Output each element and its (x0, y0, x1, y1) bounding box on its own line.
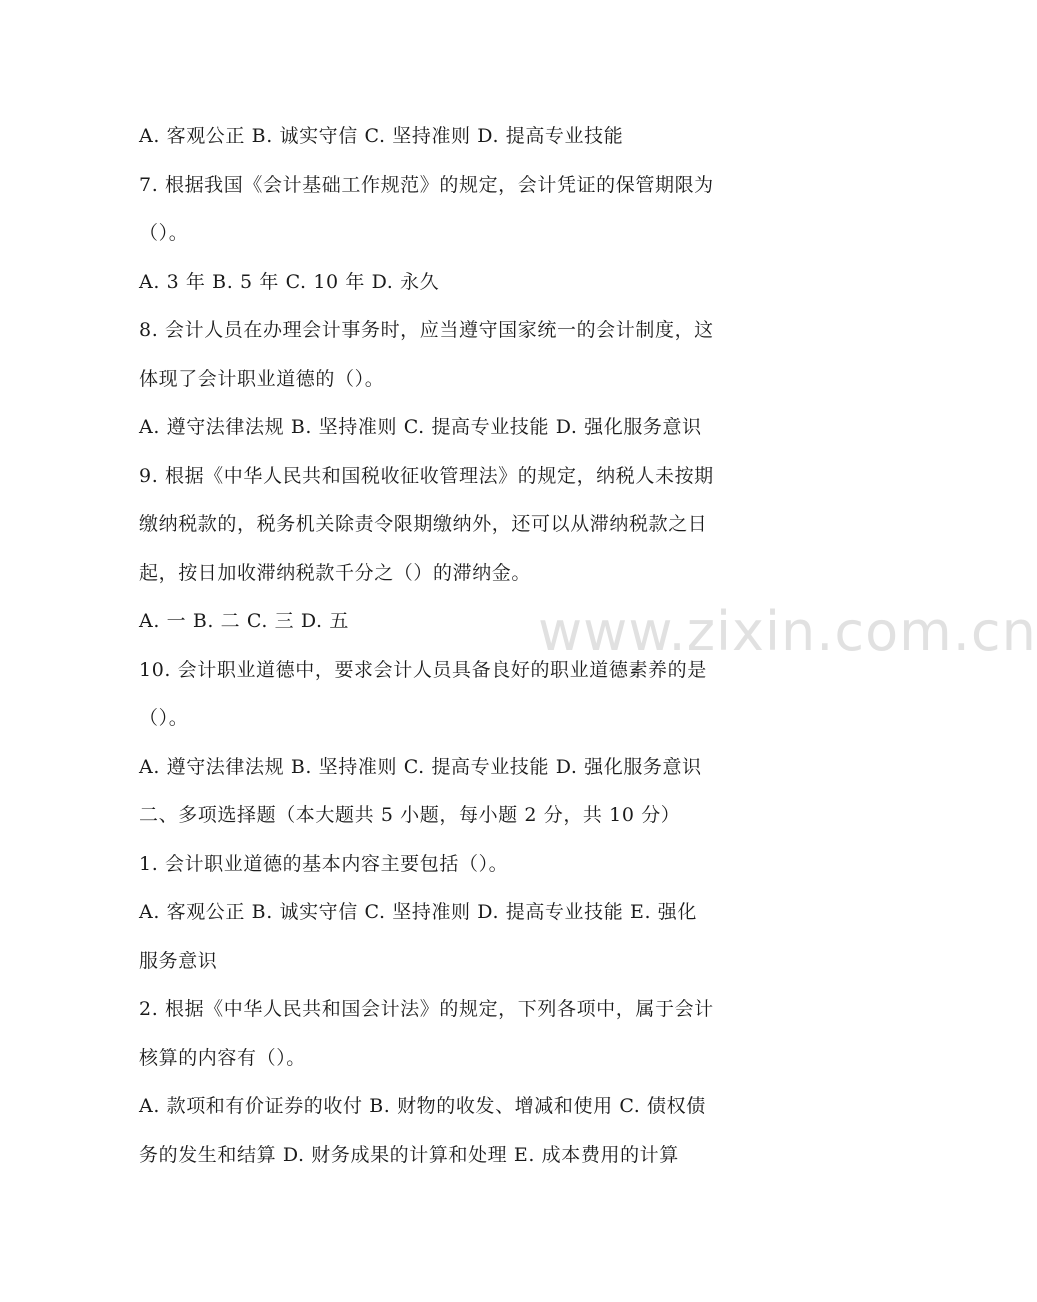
text-line: （）。 (139, 707, 189, 729)
text-line: 9. 根据《中华人民共和国税收征收管理法》的规定，纳税人未按期 (139, 464, 714, 487)
text-line: 缴纳税款的，税务机关除责令限期缴纳外，还可以从滞纳税款之日 (139, 513, 708, 535)
text-line: （）。 (139, 222, 189, 244)
text-line: 7. 根据我国《会计基础工作规范》的规定，会计凭证的保管期限为 (139, 173, 714, 196)
text-line: A. 款项和有价证券的收付 B. 财物的收发、增减和使用 C. 债权债 (139, 1095, 706, 1117)
text-line: A. 客观公正 B. 诚实守信 C. 坚持准则 D. 提高专业技能 (139, 125, 624, 147)
section-heading: 二、多项选择题（本大题共 5 小题，每小题 2 分，共 10 分） (139, 804, 681, 826)
watermark: www.zixin.com.cn (538, 600, 1037, 663)
text-line: 8. 会计人员在办理会计事务时，应当遵守国家统一的会计制度，这 (139, 319, 714, 341)
text-line: 服务意识 (139, 949, 218, 972)
text-line: 体现了会计职业道德的（）。 (139, 367, 385, 390)
text-line: 核算的内容有（）。 (139, 1046, 306, 1069)
text-line: 10. 会计职业道德中，要求会计人员具备良好的职业道德素养的是 (139, 658, 707, 681)
text-line: 务的发生和结算 D. 财务成果的计算和处理 E. 成本费用的计算 (139, 1143, 679, 1166)
text-line: A. 客观公正 B. 诚实守信 C. 坚持准则 D. 提高专业技能 E. 强化 (139, 901, 697, 923)
text-line: A. 遵守法律法规 B. 坚持准则 C. 提高专业技能 D. 强化服务意识 (139, 416, 702, 438)
text-line: A. 一 B. 二 C. 三 D. 五 (139, 610, 349, 632)
text-line: 起，按日加收滞纳税款千分之（）的滞纳金。 (139, 561, 532, 584)
text-line: 1. 会计职业道德的基本内容主要包括（）。 (139, 852, 509, 875)
text-line: A. 3 年 B. 5 年 C. 10 年 D. 永久 (139, 270, 440, 293)
text-line: A. 遵守法律法规 B. 坚持准则 C. 提高专业技能 D. 强化服务意识 (139, 755, 702, 778)
text-line: 2. 根据《中华人民共和国会计法》的规定，下列各项中，属于会计 (139, 998, 714, 1020)
